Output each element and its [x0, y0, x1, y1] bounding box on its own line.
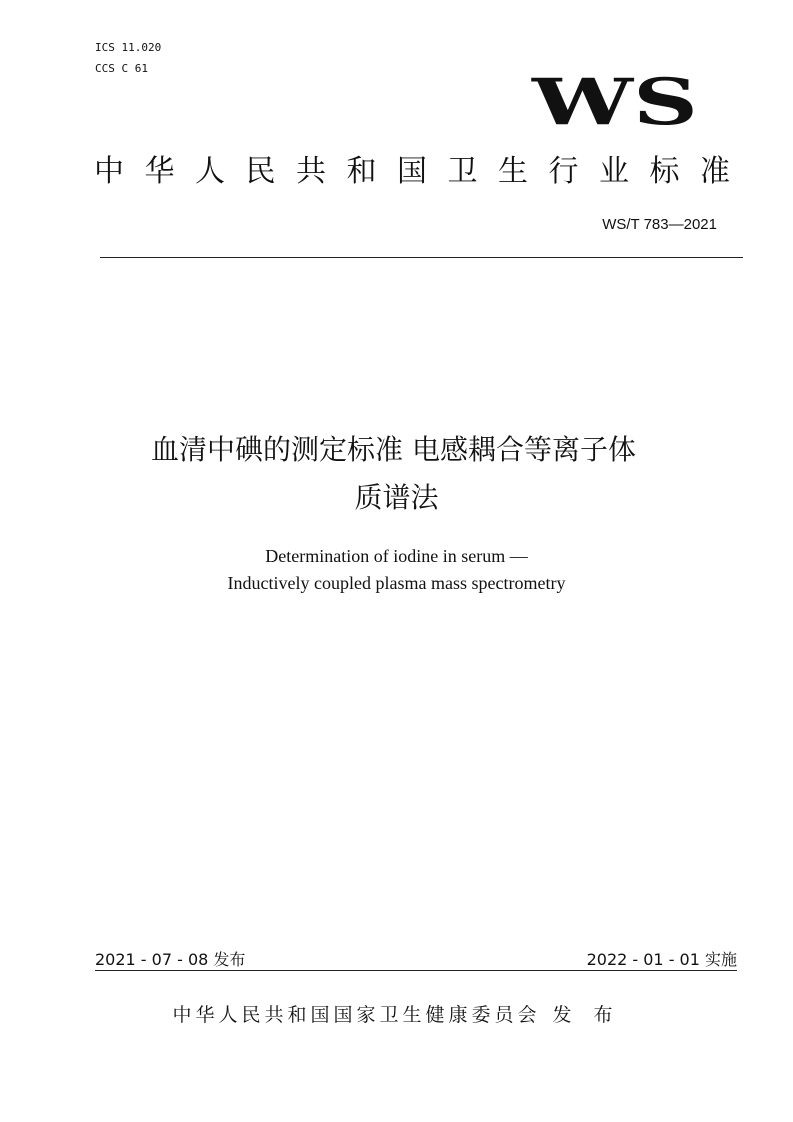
ws-logo-text: WS: [530, 66, 698, 136]
issue-date: 2021 - 07 - 08 发布: [95, 950, 246, 969]
english-title-line-2: Inductively coupled plasma mass spectrometry: [227, 573, 566, 593]
header-divider: [100, 257, 743, 258]
standard-type-title: 中华人民共和国卫生行业标准: [94, 154, 751, 189]
chinese-title-line-2: 质谱法: [354, 481, 439, 514]
standard-number: WS/T 783—2021: [602, 216, 717, 233]
ccs-code: CCS C 61: [95, 62, 148, 75]
chinese-title-line-1: 血清中碘的测定标准 电感耦合等离子体: [151, 433, 636, 466]
issuing-authority: 中华人民共和国国家卫生健康委员会: [172, 1004, 541, 1026]
ws-logo: [530, 66, 700, 136]
dates-divider: [95, 970, 737, 971]
ics-code: ICS 11.020: [95, 41, 162, 54]
publisher-line: [0, 1001, 793, 1029]
english-title-line-1: Determination of iodine in serum —: [265, 546, 528, 566]
implementation-date: 2022 - 01 - 01 实施: [586, 950, 737, 969]
issue-word: 发 布: [552, 1004, 621, 1026]
